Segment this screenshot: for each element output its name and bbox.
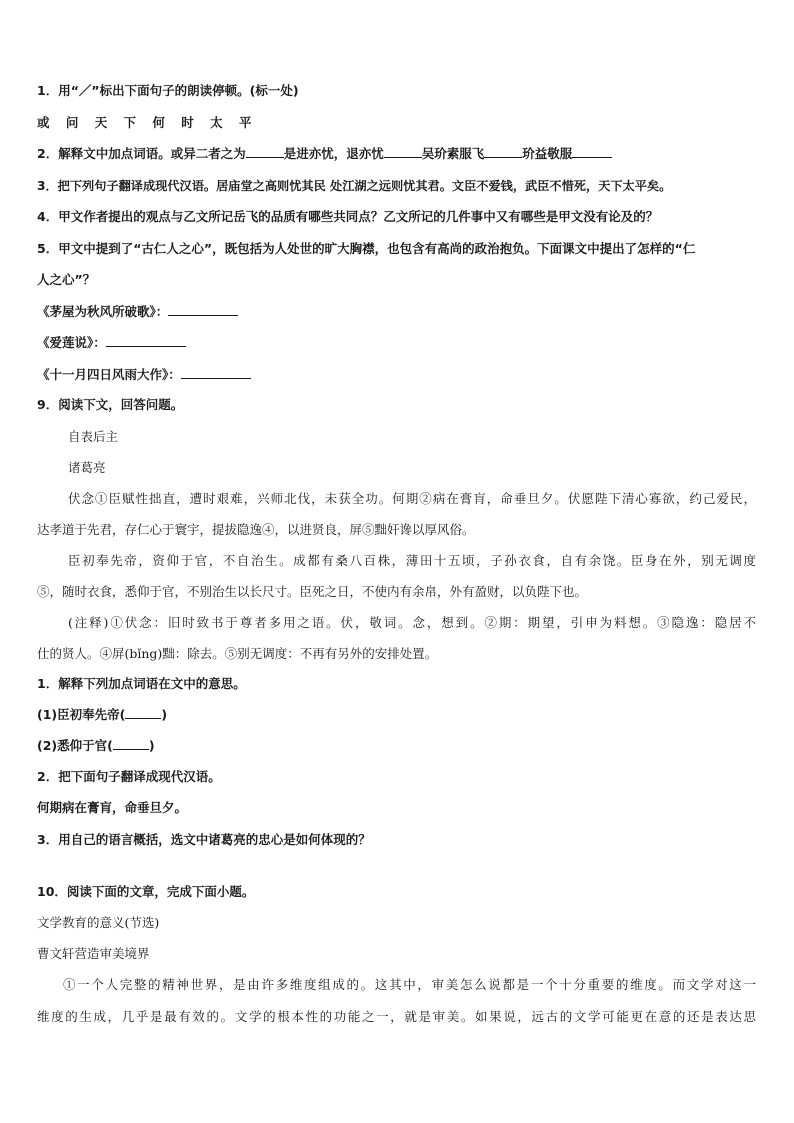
- question-2: [37, 145, 612, 163]
- q-text: (2)悉仰于官(: [37, 738, 113, 753]
- question-4: 4．甲文作者提出的观点与乙文所记岳飞的品质有哪些共同点？乙文所记的几件事中又有哪些是甲文没有论及的？: [37, 209, 659, 224]
- answer-blank[interactable]: [113, 737, 149, 750]
- q5-item-label: 《十一月四日风雨大作》：: [37, 367, 181, 382]
- s9-question-2-sentence: 何期病在膏肓，命垂旦夕。: [37, 800, 188, 815]
- question-3: 3．把下列句子翻译成现代汉语。居庙堂之高则忧其民 处江湖之远则忧其君。文臣不爱钱，武臣不惜死，天下太平矣。: [37, 179, 672, 193]
- passage-paragraph-1-line1: 伏念①臣赋性拙直，遭时艰难，兴师北伐，未获全功。何期②病在膏肓，命垂旦夕。伏愿陛下清心寡欲，约己爱民，: [68, 491, 756, 506]
- passage-title: 自表后主: [68, 429, 119, 444]
- q-text: ): [148, 738, 155, 753]
- q5-item-label: 《茅屋为秋风所破歌》：: [37, 304, 169, 319]
- s9-question-1-a: [37, 706, 167, 724]
- q2-part4: 玠益敬服: [522, 146, 573, 161]
- q5-item-label: 《爱莲说》：: [37, 335, 106, 350]
- passage-notes-line1: (注释)①伏念：旧时致书于尊者多用之语。伏，敬词。念，想到。②期：期望，引申为料想。③隐逸：隐居不: [68, 615, 756, 630]
- section-10-title: 10．阅读下面的文章，完成下面小题。: [37, 884, 255, 899]
- article-subtitle: 曹文轩营造审美境界: [37, 946, 150, 961]
- passage-paragraph-2-line1: 臣初奉先帝，资仰于官，不自治生。成都有桑八百株，薄田十五顷，子孙衣食，自有余饶。臣身在外，别无调度: [68, 553, 756, 568]
- answer-blank[interactable]: [246, 145, 284, 158]
- section-9-title: 9．阅读下文，回答问题。: [37, 397, 184, 412]
- s9-question-2: 2．把下面句子翻译成现代汉语。: [37, 769, 221, 784]
- q-text: ): [161, 707, 168, 722]
- question-5-line2: 人之心”？: [37, 272, 96, 287]
- answer-blank[interactable]: [125, 706, 161, 719]
- q5-item-1: [37, 303, 238, 321]
- passage-paragraph-1-line2: 达孝道于先君，存仁心于寰宇，提拔隐逸④，以进贤良，屏⑤黜奸谗以厚风俗。: [37, 522, 475, 537]
- article-paragraph-1-line1: ①一个人完整的精神世界，是由许多维度组成的。这其中，审美怎么说都是一个十分重要的维度。而文学对这一: [63, 977, 756, 992]
- q5-item-2: [37, 334, 186, 352]
- q5-item-3: [37, 366, 251, 384]
- article-paragraph-1-line2: 维度的生成，几乎是最有效的。文学的根本性的功能之一，就是审美。如果说，远古的文学可能更在意的还是表达思: [37, 1009, 756, 1024]
- s9-question-3: 3．用自己的语言概括，选文中诸葛亮的忠心是如何体现的？: [37, 832, 371, 847]
- answer-blank[interactable]: [106, 334, 186, 347]
- answer-blank[interactable]: [168, 303, 238, 316]
- passage-author: 诸葛亮: [68, 460, 106, 475]
- q-text: (1)臣初奉先帝(: [37, 707, 126, 722]
- q2-part2: 是进亦忧，退亦忧: [283, 146, 384, 161]
- article-title: 文学教育的意义(节选): [37, 915, 160, 930]
- s9-question-1-b: [37, 737, 155, 755]
- passage-notes-line2: 仕的贤人。④屏(bǐng)黜：除去。⑤别无调度：不再有另外的安排处置。: [37, 646, 438, 661]
- answer-blank[interactable]: [572, 145, 612, 158]
- question-1-sentence: 或 问 天 下 何 时 太 平: [37, 115, 258, 130]
- q2-prefix: 2．解释文中加点词语。或异二者之为: [37, 146, 246, 161]
- answer-blank[interactable]: [384, 145, 422, 158]
- question-1: 1．用“／”标出下面句子的朗读停顿。(标一处): [37, 83, 299, 98]
- q2-part3: 吴玠素服飞: [421, 146, 485, 161]
- answer-blank[interactable]: [181, 366, 251, 379]
- answer-blank[interactable]: [484, 145, 522, 158]
- s9-question-1: 1．解释下列加点词语在文中的意思。: [37, 676, 246, 691]
- passage-paragraph-2-line2: ⑤，随时衣食，悉仰于官，不别治生以长尺寸。臣死之日，不使内有余帛，外有盈财，以负陛下也。: [37, 584, 588, 599]
- question-5-line1: 5．甲文中提到了“古仁人之心”，既包括为人处世的旷大胸襟，也包含有高尚的政治抱负。下面课文中提出了怎样的“仁: [37, 241, 696, 256]
